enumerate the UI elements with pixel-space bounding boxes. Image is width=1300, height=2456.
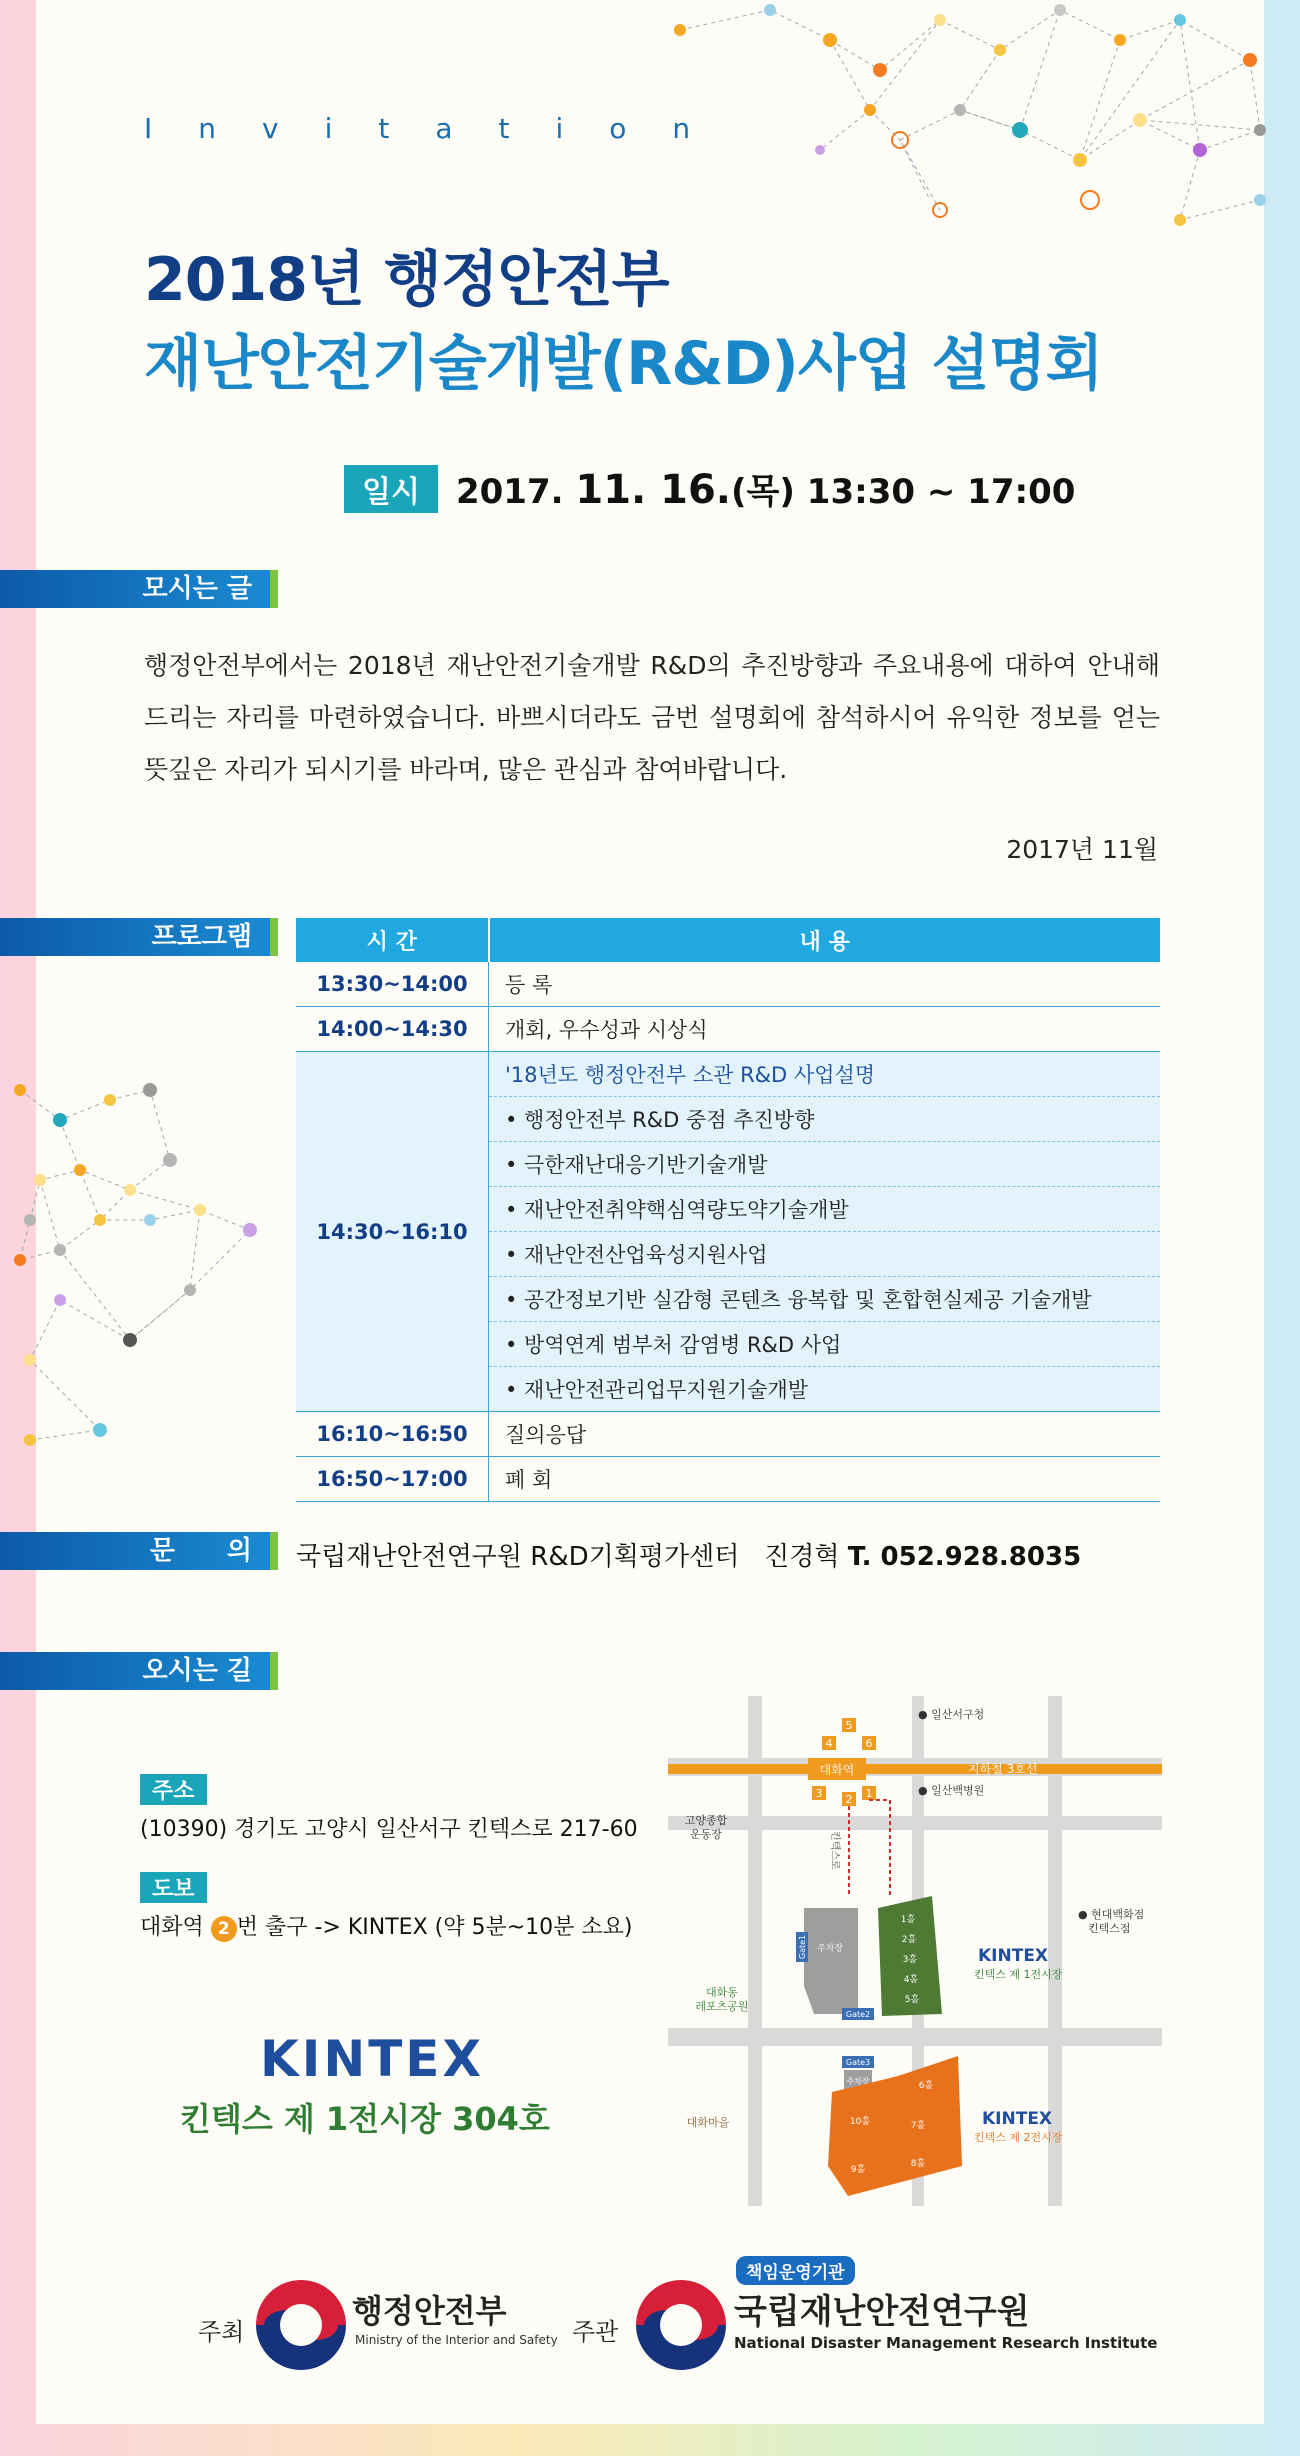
table-row — [296, 1007, 1160, 1052]
row-time: 16:10~16:50 — [296, 1412, 489, 1457]
program-table — [296, 918, 1160, 1502]
hall2-block: 6홀 — [918, 2081, 934, 2091]
map-gate: Gate3 — [845, 2058, 871, 2067]
program-header-time: 시 간 — [296, 918, 489, 962]
map-subway-line: 지하철 3호선 — [968, 1762, 1038, 1776]
event-date-row — [344, 464, 1075, 513]
date-text — [456, 464, 1075, 513]
institute-emblem-icon — [636, 2280, 726, 2370]
map-label-park: 대화동 — [706, 1986, 738, 1999]
sub-item: • 공간정보기반 실감형 콘텐츠 융복합 및 혼합현실제공 기술개발 — [489, 1277, 1161, 1322]
walk-text — [140, 1910, 633, 1942]
map-label-hospital: ● 일산백병원 — [918, 1784, 985, 1797]
table-row — [296, 1457, 1160, 1502]
greeting-date: 2017년 11월 — [1006, 835, 1158, 864]
map-label-dept: 킨텍스점 — [1088, 1922, 1131, 1935]
row-content: 등 록 — [489, 962, 1161, 1007]
row-content: 폐 회 — [489, 1457, 1161, 1502]
contact-org: 국립재난안전연구원 R&D기획평가센터 — [296, 1542, 740, 1572]
map-exit: 3 — [815, 1787, 823, 1800]
hall1-block: 4홀 — [903, 1975, 919, 1985]
map-exit: 1 — [865, 1787, 873, 1800]
sub-item: • 재난안전관리업무지원기술개발 — [489, 1367, 1161, 1412]
section-program: 프로그램 — [0, 918, 270, 956]
hall2-block: 9홀 — [850, 2165, 866, 2175]
network-decoration-left — [0, 1060, 280, 1460]
map-station: 대화역 — [819, 1763, 855, 1777]
organizer-name: 국립재난안전연구원 — [734, 2292, 1030, 2332]
date-year: 2017. — [455, 472, 564, 512]
hall1-block: 3홀 — [902, 1955, 918, 1965]
address-label: 주소 — [140, 1774, 207, 1805]
host-name: 행정안전부 — [352, 2292, 507, 2330]
map-label-road: 킨텍스로 — [829, 1831, 840, 1870]
hall2-block: 10홀 — [849, 2117, 871, 2127]
contact-person: 진경혁 — [764, 1542, 840, 1572]
title-line-2: 재난안전기술개발(R&D)사업 설명회 — [144, 329, 1103, 399]
hall2-block: 7홀 — [910, 2121, 926, 2131]
walk-prefix: 대화역 — [140, 1915, 204, 1940]
date-label: 일시 — [344, 465, 438, 513]
date-day: 11. 16. — [575, 467, 732, 513]
map-label-stadium: 고양종합 — [684, 1814, 728, 1827]
row-time: 16:50~17:00 — [296, 1457, 489, 1502]
table-row — [296, 1412, 1160, 1457]
hall1-block: 2홀 — [901, 1935, 917, 1945]
host-name-en: Ministry of the Interior and Safety — [355, 2333, 558, 2347]
row-content: 질의응답 — [489, 1412, 1161, 1457]
row-content: 개회, 우수성과 시상식 — [489, 1007, 1161, 1052]
organizer-tag: 책임운영기관 — [736, 2256, 855, 2285]
map-label-stadium: 운동장 — [690, 1828, 722, 1841]
map-label-office: ● 일산서구청 — [918, 1708, 985, 1721]
map-label-village: 대화마을 — [686, 2116, 730, 2129]
host-label: 주최 — [198, 2318, 245, 2346]
invitation-label: Invitation — [144, 112, 737, 145]
table-row — [296, 962, 1160, 1007]
map-hall2-sub: 킨텍스 제 2전시장 — [974, 2131, 1063, 2144]
program-header-content: 내 용 — [489, 918, 1161, 962]
map-exit: 6 — [865, 1737, 873, 1750]
program-header-row — [296, 918, 1160, 962]
map-gate: Gate1 — [798, 1934, 807, 1960]
table-row — [296, 1052, 1160, 1097]
address-text: (10390) 경기도 고양시 일산서구 킨텍스로 217-60 — [140, 1817, 638, 1842]
map-label-dept: ● 현대백화점 — [1078, 1908, 1145, 1921]
sub-item: • 행정안전부 R&D 중점 추진방향 — [489, 1097, 1161, 1142]
sub-item: • 극한재난대응기반기술개발 — [489, 1142, 1161, 1187]
map-parking: 주차장 — [816, 1944, 844, 1954]
map-hall1-sub: 킨텍스 제 1전시장 — [974, 1968, 1063, 1981]
map-label-park: 레포츠공원 — [695, 2000, 749, 2013]
map-exit: 2 — [845, 1793, 853, 1806]
map-hall1-name: KINTEX — [978, 1946, 1049, 1966]
row-time: 14:00~14:30 — [296, 1007, 489, 1052]
sub-item: • 방역연계 범부처 감염병 R&D 사업 — [489, 1322, 1161, 1367]
row-time: 14:30~16:10 — [296, 1052, 489, 1412]
date-weekday: (목) — [731, 472, 795, 512]
network-decoration-top — [640, 0, 1300, 300]
section-directions: 오시는 길 — [0, 1652, 270, 1690]
map-exit: 5 — [845, 1719, 853, 1732]
section-greeting: 모시는 글 — [0, 570, 270, 608]
date-time: 13:30 ~ 17:00 — [806, 472, 1076, 512]
row-time: 13:30~14:00 — [296, 962, 489, 1007]
organizer-name-en: National Disaster Management Research Institute — [734, 2334, 1158, 2352]
exit-number-badge: 2 — [211, 1916, 237, 1942]
venue-hall: 킨텍스 제 1전시장 304호 — [180, 2100, 550, 2138]
sub-item: • 재난안전취약핵심역량도약기술개발 — [489, 1187, 1161, 1232]
hall1-block: 5홀 — [904, 1995, 920, 2005]
kintex-logo: KINTEX — [260, 2030, 485, 2088]
hall2-block: 8홀 — [910, 2159, 926, 2169]
map-gate: Gate2 — [845, 2010, 871, 2019]
contact-phone: T. 052.928.8035 — [847, 1542, 1082, 1572]
walk-label: 도보 — [140, 1872, 207, 1903]
map-exit: 4 — [825, 1737, 833, 1750]
map-parking: 주차장 — [846, 2077, 870, 2086]
greeting-body: 행정안전부에서는 2018년 재난안전기술개발 R&D의 추진방향과 주요내용에 대하여 안내해 드리는 자리를 마련하였습니다. 바쁘시더라도 금번 설명회에 참석하시어 유익한 정보를 얻는 뜻깊은 자리가 되시기를 바라며, 많은 관심과 참여바랍니다. — [144, 651, 1160, 784]
organizer-label: 주관 — [572, 2318, 619, 2346]
contact-info — [296, 1536, 1081, 1573]
section-contact: 문 의 — [0, 1532, 270, 1570]
location-map — [668, 1696, 1168, 2216]
walk-suffix: 번 출구 -> KINTEX (약 5분~10분 소요) — [236, 1915, 633, 1940]
hall1-block: 1홀 — [900, 1915, 916, 1925]
sub-item: • 재난안전산업육성지원사업 — [489, 1232, 1161, 1277]
map-hall2-name: KINTEX — [982, 2109, 1053, 2129]
ministry-emblem-icon — [256, 2280, 346, 2370]
title-line-1: 2018년 행정안전부 — [144, 245, 669, 315]
row-content: '18년도 행정안전부 소관 R&D 사업설명 — [489, 1052, 1161, 1097]
